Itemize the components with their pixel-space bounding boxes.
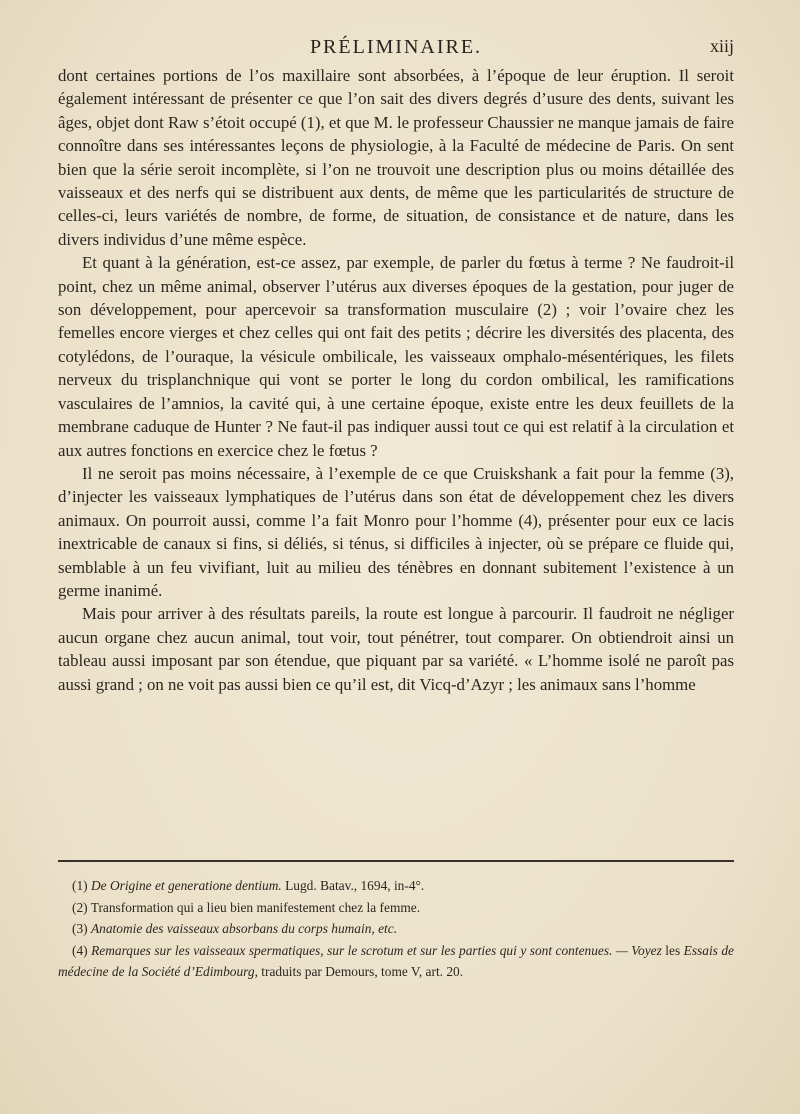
- footnote: [58, 875, 734, 897]
- footnote: [58, 940, 734, 983]
- footnote-title: Essais de médecine de la Société d’Edimbourg,: [58, 942, 734, 980]
- running-head: PRÉLIMINAIRE.: [309, 36, 483, 58]
- footnote-title: De Origine et generatione dentium.: [90, 878, 282, 893]
- body-text: [58, 64, 734, 696]
- footnote-title: Remarques sur les vaisseaux spermatiques, sur le scrotum et sur les parties qui y sont contenues. — Voyez: [91, 942, 662, 958]
- footnote-separator: [58, 860, 734, 862]
- page-header: [58, 36, 734, 62]
- footnote-number: (2): [72, 899, 88, 915]
- footnote: [58, 897, 734, 919]
- footnote-number: (4): [72, 942, 88, 958]
- page-number: xiij: [709, 36, 734, 56]
- paragraph: Il ne seroit pas moins nécessaire, à l’exemple de ce que Cruiskshank a fait pour la femme (3), d’injecter les vaisseaux lymphatiques de l’utérus dans son état de développement chez les divers animaux. On pourroit aussi, comme l’a fait Monro pour l’homme (4), présenter pour eux ce lacis inextricable de canaux si fins, si déliés, si ténus, si difficiles à injecter, où se prépare ce fluide qui, semblable à un feu vivifiant, luit au milieu des ténèbres en donnant subitement l’existence à un germe inanimé.: [58, 463, 734, 600]
- footnote: [58, 918, 734, 940]
- footnote-number: (3): [72, 921, 88, 937]
- footnote-text: Lugd. Batav., 1694, in-4°.: [281, 878, 425, 893]
- footnote-text: traduits par Demours, tome V, art. 20.: [257, 964, 464, 980]
- footnote-text: les: [661, 942, 684, 958]
- footnote-title: Anatomie des vaisseaux absorbans du corps humain, etc.: [90, 921, 398, 937]
- paragraph: Et quant à la génération, est-ce assez, par exemple, de parler du fœtus à terme ? Ne faudroit-il point, chez un même animal, observer l’utérus aux diverses époques de la gestation, pour juger de son développement, pour apercevoir sa transformation musculaire (2) ; voir l’ovaire chez les femelles encore vierges et chez celles qui ont fait des petits ; décrire les diversités des placenta, des cotylédons, de l’ouraque, la vésicule ombilicale, les vaisseaux omphalo-mésentériques, les filets nerveux du trisplanchnique qui vont se porter le long du cordon ombilical, les ramifications vasculaires de l’amnios, la cavité qui, à une certaine époque, existe entre les deux feuillets de la membrane caduque de Hunter ? Ne faut-il pas indiquer aussi tout ce qui est relatif à la circulation et aux autres fonctions en exercice chez le fœtus ?: [58, 253, 734, 460]
- paragraph: dont certaines portions de l’os maxillaire sont absorbées, à l’époque de leur éruption. Il seroit également intéressant de présenter ce que l’on sait des divers degrés d’usure des dents, suivant les âges, objet dont Raw s’étoit occupé (1), et que M. le professeur Chaussier ne manque jamais de faire connoître dans ses intéressantes leçons de physiologie, à la Faculté de médecine de Paris. On sent bien que la série seroit incomplète, si l’on ne trouvoit une description plus ou moins détaillée des vaisseaux et des nerfs qui se distribuent aux dents, de même que les particularités de structure de celles-ci, leurs variétés de nombre, de forme, de situation, de consistance et de nature, dans les divers individus d’une même espèce.: [58, 66, 734, 249]
- paragraph: Mais pour arriver à des résultats pareils, la route est longue à parcourir. Il faudroit ne négliger aucun organe chez aucun animal, tout voir, tout pénétrer, tout comparer. On obtiendroit ainsi un tableau aussi imposant par son étendue, que piquant par sa variété. « L’homme isolé ne paroît pas aussi grand ; on ne voit pas aussi bien ce qu’il est, dit Vicq-d’Azyr ; les animaux sans l’homme: [58, 604, 734, 694]
- footnote-number: (1): [72, 878, 88, 893]
- footnotes: [58, 875, 734, 983]
- footnote-text: Transformation qui a lieu bien manifestement chez la femme.: [87, 899, 421, 915]
